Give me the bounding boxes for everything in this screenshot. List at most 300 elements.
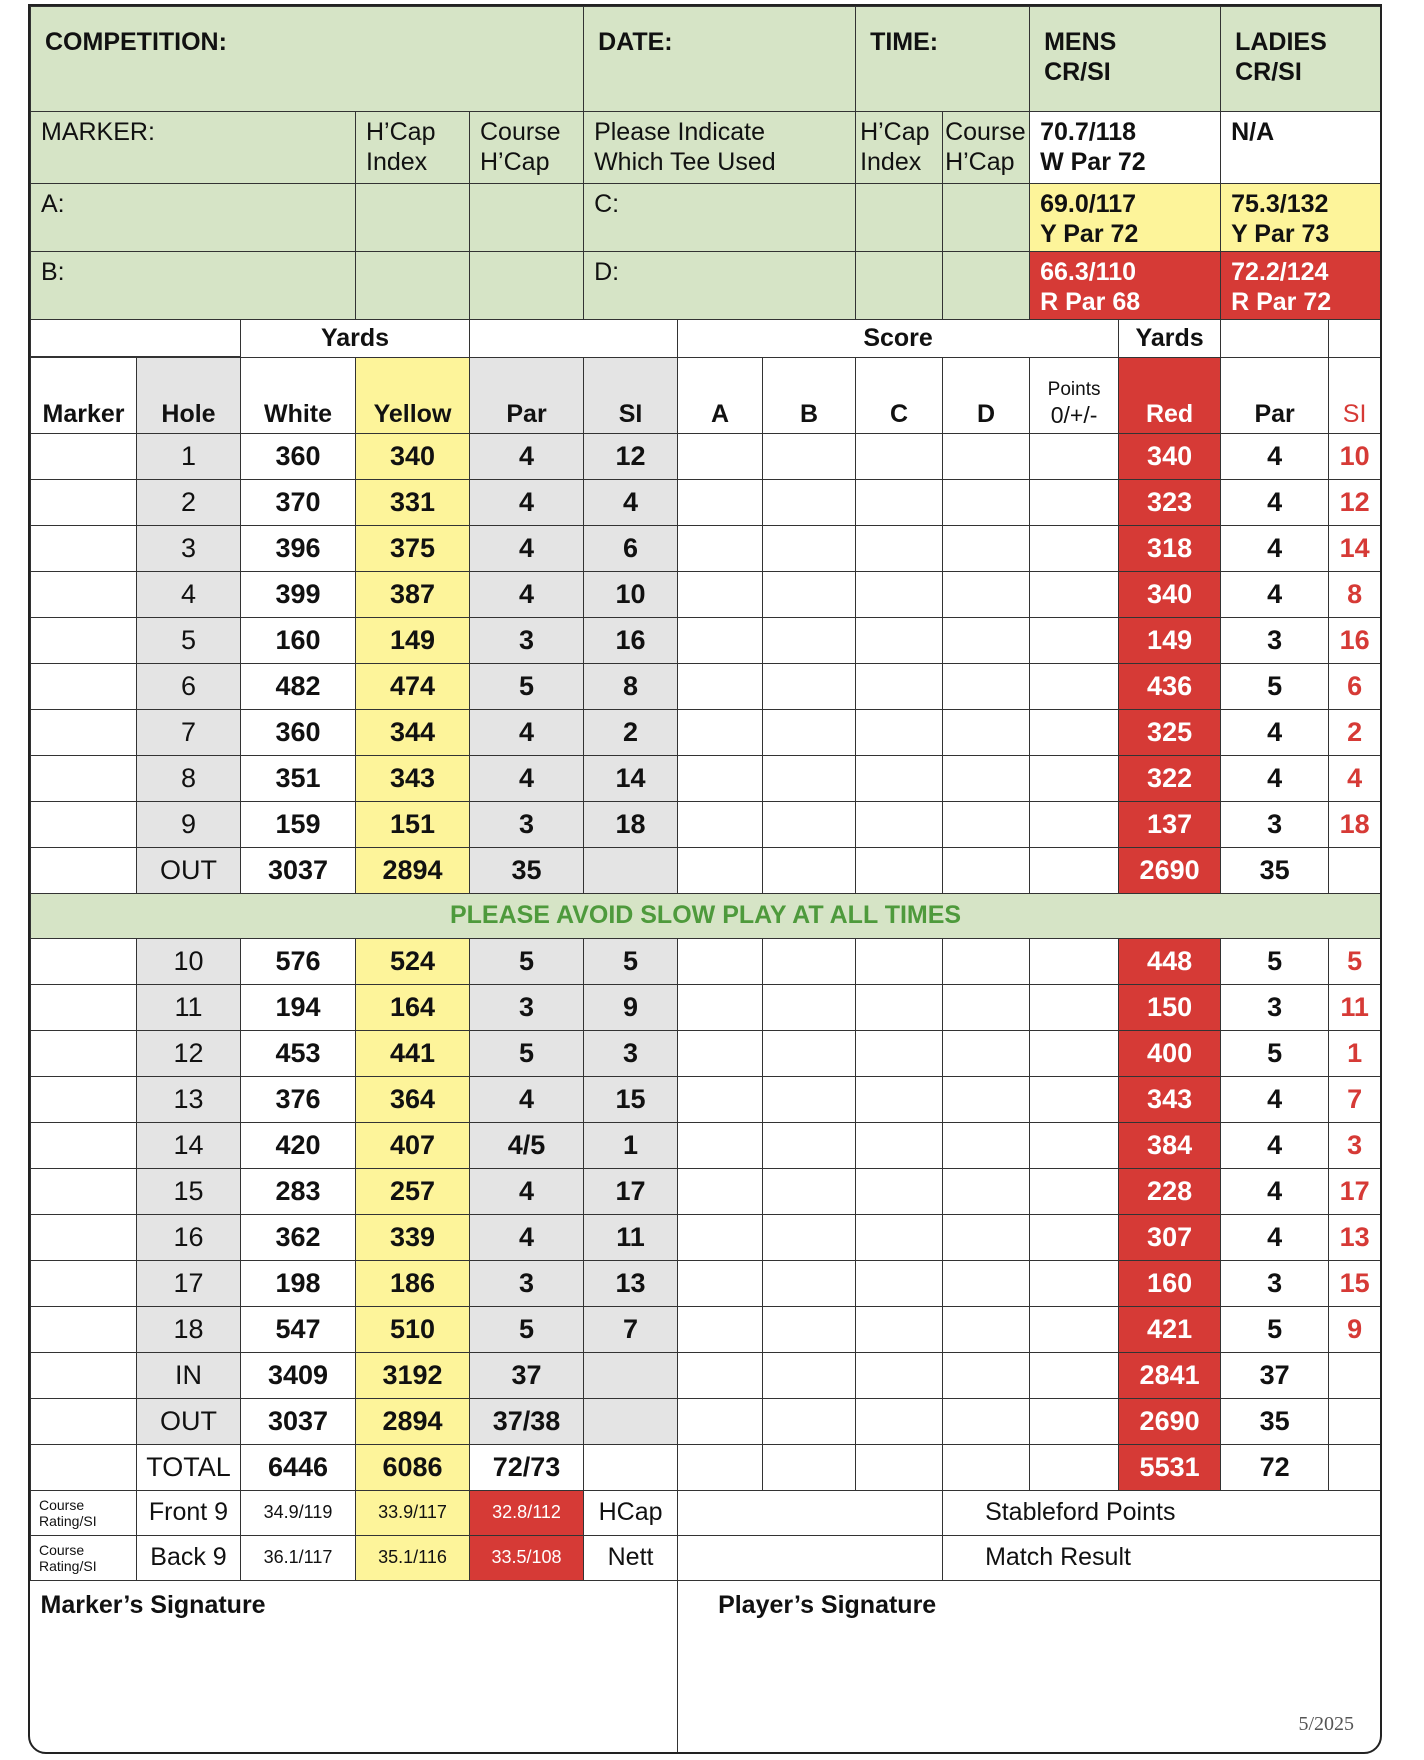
- score-a-cell[interactable]: [678, 1306, 763, 1352]
- par-value: 4: [470, 755, 584, 801]
- score-a-cell[interactable]: [678, 1168, 763, 1214]
- par-value: 4: [470, 571, 584, 617]
- points-cell[interactable]: [1030, 1260, 1119, 1306]
- ladies-stroke-index: 15: [1329, 1260, 1381, 1306]
- score-d-cell[interactable]: [943, 801, 1030, 847]
- ladies-par-value: 4: [1221, 1214, 1329, 1260]
- hole-row: [31, 1260, 1381, 1306]
- par-value: 5: [470, 1030, 584, 1076]
- score-c-cell[interactable]: [856, 1214, 943, 1260]
- out-total-row: OUT 3037 2894 37/38 2690 35: [31, 1398, 1381, 1444]
- score-a-cell[interactable]: [678, 525, 763, 571]
- ladies-par-value: 4: [1221, 1168, 1329, 1214]
- hcap-label: HCap: [584, 1490, 678, 1535]
- marker-signature-field[interactable]: Marker’s Signature: [31, 1580, 678, 1754]
- ladies-par-value: 4: [1221, 1122, 1329, 1168]
- player-b-label[interactable]: B:: [31, 252, 356, 320]
- score-d-cell[interactable]: [943, 1214, 1030, 1260]
- ladies-stroke-index: 18: [1329, 801, 1381, 847]
- player-b-hcap-index[interactable]: [356, 252, 470, 320]
- version-label: 5/2025: [1298, 1713, 1354, 1735]
- out-row: OUT 3037 2894 35 2690 35: [31, 847, 1381, 893]
- score-d-cell[interactable]: [943, 709, 1030, 755]
- white-yards: 198: [241, 1260, 356, 1306]
- hcap-field[interactable]: [678, 1490, 943, 1535]
- stroke-index: 3: [584, 1030, 678, 1076]
- red-yards: 340: [1119, 433, 1221, 479]
- score-d-cell[interactable]: [943, 984, 1030, 1030]
- par-value: 4: [470, 479, 584, 525]
- marker-score-cell[interactable]: [31, 525, 137, 571]
- hole-row: [31, 938, 1381, 984]
- points-cell[interactable]: [1030, 1122, 1119, 1168]
- player-b-row: [31, 252, 1381, 320]
- score-c-cell[interactable]: [856, 525, 943, 571]
- score-d-cell[interactable]: [943, 1260, 1030, 1306]
- score-c-cell[interactable]: [856, 479, 943, 525]
- score-c-cell[interactable]: [856, 1122, 943, 1168]
- score-b-cell[interactable]: [763, 755, 856, 801]
- player-a-label[interactable]: A:: [31, 184, 356, 252]
- score-b-cell[interactable]: [763, 1122, 856, 1168]
- points-cell[interactable]: [1030, 1214, 1119, 1260]
- score-b-cell[interactable]: [763, 801, 856, 847]
- par-value: 4: [470, 1214, 584, 1260]
- score-b-cell[interactable]: [763, 617, 856, 663]
- ladies-white-rating: N/A: [1221, 112, 1381, 184]
- hole-number: 4: [137, 571, 241, 617]
- red-yards: 150: [1119, 984, 1221, 1030]
- marker-score-cell[interactable]: [31, 1168, 137, 1214]
- red-yards: 160: [1119, 1260, 1221, 1306]
- front-yellow-rating: 33.9/117: [356, 1490, 470, 1535]
- marker-score-cell[interactable]: [31, 938, 137, 984]
- col-hole: Hole: [137, 357, 241, 433]
- marker-score-cell[interactable]: [31, 617, 137, 663]
- score-a-cell[interactable]: [678, 1122, 763, 1168]
- white-yards: 482: [241, 663, 356, 709]
- col-ladies-par: Par: [1221, 357, 1329, 433]
- hole-number: 6: [137, 663, 241, 709]
- stroke-index: 17: [584, 1168, 678, 1214]
- ladies-stroke-index: 3: [1329, 1122, 1381, 1168]
- hole-number: 12: [137, 1030, 241, 1076]
- column-header-row: [31, 357, 1381, 433]
- hole-number: 1: [137, 433, 241, 479]
- points-cell[interactable]: [1030, 617, 1119, 663]
- red-yards: 384: [1119, 1122, 1221, 1168]
- hcap-index-header-2: H’Cap Index: [856, 112, 943, 184]
- points-cell[interactable]: [1030, 1030, 1119, 1076]
- ladies-red-rating: 72.2/124 R Par 72: [1221, 252, 1381, 320]
- score-b-cell[interactable]: [763, 1260, 856, 1306]
- back-nine-label: Back 9: [137, 1535, 241, 1580]
- back-yellow-rating: 35.1/116: [356, 1535, 470, 1580]
- hole-number: 17: [137, 1260, 241, 1306]
- points-cell[interactable]: [1030, 663, 1119, 709]
- mens-yellow-rating: 69.0/117 Y Par 72: [1030, 184, 1221, 252]
- ladies-stroke-index: 8: [1329, 571, 1381, 617]
- points-cell[interactable]: [1030, 571, 1119, 617]
- ladies-par-value: 4: [1221, 709, 1329, 755]
- ladies-par-value: 5: [1221, 938, 1329, 984]
- player-signature-field[interactable]: Player’s Signature: [678, 1580, 1381, 1754]
- marker-score-cell[interactable]: [31, 479, 137, 525]
- score-d-cell[interactable]: [943, 663, 1030, 709]
- score-b-cell[interactable]: [763, 433, 856, 479]
- points-cell[interactable]: [1030, 755, 1119, 801]
- white-yards: 360: [241, 709, 356, 755]
- score-a-cell[interactable]: [678, 984, 763, 1030]
- score-a-cell[interactable]: [678, 433, 763, 479]
- score-a-cell[interactable]: [678, 709, 763, 755]
- marker-score-cell[interactable]: [31, 1214, 137, 1260]
- player-a-course-hcap[interactable]: [470, 184, 584, 252]
- hole-number: 16: [137, 1214, 241, 1260]
- yellow-yards: 375: [356, 525, 470, 571]
- score-a-cell[interactable]: [678, 755, 763, 801]
- par-value: 4: [470, 525, 584, 571]
- white-yards: 159: [241, 801, 356, 847]
- points-cell[interactable]: [1030, 1076, 1119, 1122]
- marker-score-cell[interactable]: [31, 1306, 137, 1352]
- yellow-yards: 340: [356, 433, 470, 479]
- stroke-index: 2: [584, 709, 678, 755]
- points-cell[interactable]: [1030, 479, 1119, 525]
- ladies-stroke-index: 11: [1329, 984, 1381, 1030]
- col-white: White: [241, 357, 356, 433]
- par-value: 3: [470, 617, 584, 663]
- competition-field[interactable]: COMPETITION:: [31, 7, 584, 112]
- stroke-index: 16: [584, 617, 678, 663]
- hole-row: [31, 433, 1381, 479]
- stroke-index: 6: [584, 525, 678, 571]
- score-b-cell[interactable]: [763, 1076, 856, 1122]
- hole-number: 18: [137, 1306, 241, 1352]
- stroke-index: 4: [584, 479, 678, 525]
- score-a-cell[interactable]: [678, 801, 763, 847]
- yellow-yards: 524: [356, 938, 470, 984]
- stableford-points-label[interactable]: Stableford Points: [943, 1490, 1381, 1535]
- player-c-course-hcap[interactable]: [943, 184, 1030, 252]
- score-b-cell[interactable]: [763, 938, 856, 984]
- match-result-label[interactable]: Match Result: [943, 1535, 1381, 1580]
- marker-score-cell[interactable]: [31, 984, 137, 1030]
- par-value: 5: [470, 938, 584, 984]
- player-c-label[interactable]: C:: [584, 184, 856, 252]
- stroke-index: 10: [584, 571, 678, 617]
- white-yards: 376: [241, 1076, 356, 1122]
- ladies-stroke-index: 7: [1329, 1076, 1381, 1122]
- back-rating-row: [31, 1535, 1381, 1580]
- yellow-yards: 186: [356, 1260, 470, 1306]
- ladies-par-value: 3: [1221, 984, 1329, 1030]
- score-d-cell[interactable]: [943, 525, 1030, 571]
- score-b-cell[interactable]: [763, 1306, 856, 1352]
- yards-header-2: Yards: [1119, 320, 1221, 358]
- marker-score-cell[interactable]: [31, 801, 137, 847]
- yellow-yards: 339: [356, 1214, 470, 1260]
- score-a-cell[interactable]: [678, 938, 763, 984]
- score-d-cell[interactable]: [943, 617, 1030, 663]
- par-value: 4/5: [470, 1122, 584, 1168]
- score-c-cell[interactable]: [856, 1030, 943, 1076]
- ladies-par-value: 5: [1221, 663, 1329, 709]
- ladies-stroke-index: 13: [1329, 1214, 1381, 1260]
- course-rating-label: Course Rating/SI: [31, 1490, 137, 1535]
- par-value: 3: [470, 1260, 584, 1306]
- red-yards: 322: [1119, 755, 1221, 801]
- score-d-cell[interactable]: [943, 433, 1030, 479]
- score-d-cell[interactable]: [943, 755, 1030, 801]
- ladies-stroke-index: 1: [1329, 1030, 1381, 1076]
- player-c-hcap-index[interactable]: [856, 184, 943, 252]
- player-d-hcap-index[interactable]: [856, 252, 943, 320]
- score-b-cell[interactable]: [763, 1214, 856, 1260]
- score-header: Score: [678, 320, 1119, 358]
- score-c-cell[interactable]: [856, 755, 943, 801]
- score-c-cell[interactable]: [856, 1168, 943, 1214]
- stroke-index: 15: [584, 1076, 678, 1122]
- hole-number: 15: [137, 1168, 241, 1214]
- col-ladies-si: SI: [1329, 357, 1381, 433]
- col-b: B: [763, 357, 856, 433]
- score-b-cell[interactable]: [763, 1030, 856, 1076]
- marker-score-cell[interactable]: [31, 663, 137, 709]
- marker-row: [31, 112, 1381, 184]
- hole-row: [31, 479, 1381, 525]
- score-a-cell[interactable]: [678, 479, 763, 525]
- score-c-cell[interactable]: [856, 984, 943, 1030]
- score-b-cell[interactable]: [763, 984, 856, 1030]
- score-d-cell[interactable]: [943, 1122, 1030, 1168]
- col-si: SI: [584, 357, 678, 433]
- ladies-par-value: 5: [1221, 1030, 1329, 1076]
- scorecard-table: [30, 6, 1381, 1754]
- ladies-yellow-rating: 75.3/132 Y Par 73: [1221, 184, 1381, 252]
- score-b-cell[interactable]: [763, 709, 856, 755]
- marker-score-cell[interactable]: [31, 709, 137, 755]
- points-cell[interactable]: [1030, 433, 1119, 479]
- stroke-index: 18: [584, 801, 678, 847]
- points-cell[interactable]: [1030, 801, 1119, 847]
- slow-play-row: [31, 893, 1381, 938]
- par-value: 4: [470, 433, 584, 479]
- hole-number: 8: [137, 755, 241, 801]
- points-cell[interactable]: [1030, 1306, 1119, 1352]
- score-b-cell[interactable]: [763, 525, 856, 571]
- hole-number: 10: [137, 938, 241, 984]
- red-yards: 421: [1119, 1306, 1221, 1352]
- red-yards: 436: [1119, 663, 1221, 709]
- score-d-cell[interactable]: [943, 1076, 1030, 1122]
- col-yellow: Yellow: [356, 357, 470, 433]
- hole-number: 11: [137, 984, 241, 1030]
- total-row: TOTAL 6446 6086 72/73 5531 72: [31, 1444, 1381, 1490]
- score-d-cell[interactable]: [943, 571, 1030, 617]
- back-white-rating: 36.1/117: [241, 1535, 356, 1580]
- score-c-cell[interactable]: [856, 433, 943, 479]
- score-d-cell[interactable]: [943, 938, 1030, 984]
- score-d-cell[interactable]: [943, 1306, 1030, 1352]
- par-value: 5: [470, 1306, 584, 1352]
- score-a-cell[interactable]: [678, 1030, 763, 1076]
- par-value: 4: [470, 1076, 584, 1122]
- in-row: IN 3409 3192 37 2841 37: [31, 1352, 1381, 1398]
- red-yards: 228: [1119, 1168, 1221, 1214]
- tee-used-label: Please Indicate Which Tee Used: [584, 112, 856, 184]
- marker-score-cell[interactable]: [31, 571, 137, 617]
- score-c-cell[interactable]: [856, 617, 943, 663]
- yellow-yards: 474: [356, 663, 470, 709]
- score-a-cell[interactable]: [678, 617, 763, 663]
- score-c-cell[interactable]: [856, 938, 943, 984]
- col-points: Points 0/+/-: [1030, 357, 1119, 433]
- score-a-cell[interactable]: [678, 1260, 763, 1306]
- col-d: D: [943, 357, 1030, 433]
- red-yards: 340: [1119, 571, 1221, 617]
- points-cell[interactable]: [1030, 984, 1119, 1030]
- score-a-cell[interactable]: [678, 571, 763, 617]
- hole-row: [31, 801, 1381, 847]
- ladies-stroke-index: 12: [1329, 479, 1381, 525]
- points-cell[interactable]: [1030, 938, 1119, 984]
- marker-score-cell[interactable]: [31, 433, 137, 479]
- yellow-yards: 387: [356, 571, 470, 617]
- yellow-yards: 257: [356, 1168, 470, 1214]
- white-yards: 351: [241, 755, 356, 801]
- points-cell[interactable]: [1030, 1168, 1119, 1214]
- ladies-stroke-index: 6: [1329, 663, 1381, 709]
- score-b-cell[interactable]: [763, 1168, 856, 1214]
- marker-score-cell[interactable]: [31, 1260, 137, 1306]
- header-row: [31, 7, 1381, 112]
- marker-score-cell[interactable]: [31, 1122, 137, 1168]
- hole-row: [31, 1214, 1381, 1260]
- marker-score-cell[interactable]: [31, 1076, 137, 1122]
- front-nine-label: Front 9: [137, 1490, 241, 1535]
- marker-field[interactable]: MARKER:: [31, 112, 356, 184]
- yellow-yards: 149: [356, 617, 470, 663]
- ladies-stroke-index: 16: [1329, 617, 1381, 663]
- score-c-cell[interactable]: [856, 1076, 943, 1122]
- ladies-par-value: 3: [1221, 1260, 1329, 1306]
- ladies-stroke-index: 5: [1329, 938, 1381, 984]
- ladies-stroke-index: 9: [1329, 1306, 1381, 1352]
- yellow-yards: 331: [356, 479, 470, 525]
- score-b-cell[interactable]: [763, 571, 856, 617]
- hole-row: [31, 1076, 1381, 1122]
- marker-score-cell[interactable]: [31, 1030, 137, 1076]
- yellow-yards: 510: [356, 1306, 470, 1352]
- stroke-index: 7: [584, 1306, 678, 1352]
- score-a-cell[interactable]: [678, 663, 763, 709]
- yellow-yards: 343: [356, 755, 470, 801]
- ladies-par-value: 3: [1221, 617, 1329, 663]
- points-cell[interactable]: [1030, 709, 1119, 755]
- ladies-par-value: 4: [1221, 1076, 1329, 1122]
- player-b-course-hcap[interactable]: [470, 252, 584, 320]
- white-yards: 547: [241, 1306, 356, 1352]
- score-c-cell[interactable]: [856, 571, 943, 617]
- red-yards: 343: [1119, 1076, 1221, 1122]
- front-red-rating: 32.8/112: [470, 1490, 584, 1535]
- red-yards: 137: [1119, 801, 1221, 847]
- mens-red-rating: 66.3/110 R Par 68: [1030, 252, 1221, 320]
- player-d-course-hcap[interactable]: [943, 252, 1030, 320]
- red-yards: 149: [1119, 617, 1221, 663]
- mens-cr-si-header: MENS CR/SI: [1030, 7, 1221, 112]
- score-c-cell[interactable]: [856, 801, 943, 847]
- hole-row: [31, 571, 1381, 617]
- stroke-index: 13: [584, 1260, 678, 1306]
- yards-header: Yards: [241, 320, 470, 358]
- stroke-index: 8: [584, 663, 678, 709]
- hole-number: 5: [137, 617, 241, 663]
- player-d-label[interactable]: D:: [584, 252, 856, 320]
- score-d-cell[interactable]: [943, 1168, 1030, 1214]
- ladies-par-value: 4: [1221, 525, 1329, 571]
- hole-row: [31, 984, 1381, 1030]
- score-b-cell[interactable]: [763, 663, 856, 709]
- score-d-cell[interactable]: [943, 1030, 1030, 1076]
- score-a-cell[interactable]: [678, 1214, 763, 1260]
- red-yards: 323: [1119, 479, 1221, 525]
- score-c-cell[interactable]: [856, 663, 943, 709]
- time-field[interactable]: TIME:: [856, 7, 1030, 112]
- date-field[interactable]: DATE:: [584, 7, 856, 112]
- hole-number: 14: [137, 1122, 241, 1168]
- hole-number: 3: [137, 525, 241, 571]
- back-nine: [31, 938, 1381, 1352]
- score-c-cell[interactable]: [856, 1260, 943, 1306]
- score-a-cell[interactable]: [678, 1076, 763, 1122]
- white-yards: 576: [241, 938, 356, 984]
- score-d-cell[interactable]: [943, 479, 1030, 525]
- front-rating-row: [31, 1490, 1381, 1535]
- points-cell[interactable]: [1030, 525, 1119, 571]
- par-value: 3: [470, 801, 584, 847]
- ladies-stroke-index: 17: [1329, 1168, 1381, 1214]
- ladies-cr-si-header: LADIES CR/SI: [1221, 7, 1381, 112]
- ladies-stroke-index: 2: [1329, 709, 1381, 755]
- front-white-rating: 34.9/119: [241, 1490, 356, 1535]
- player-a-row: [31, 184, 1381, 252]
- hole-row: [31, 1306, 1381, 1352]
- col-par: Par: [470, 357, 584, 433]
- score-b-cell[interactable]: [763, 479, 856, 525]
- yellow-yards: 151: [356, 801, 470, 847]
- white-yards: 360: [241, 433, 356, 479]
- hole-row: [31, 617, 1381, 663]
- hole-number: 9: [137, 801, 241, 847]
- par-value: 4: [470, 1168, 584, 1214]
- white-yards: 396: [241, 525, 356, 571]
- stroke-index: 14: [584, 755, 678, 801]
- scorecard: [28, 4, 1382, 1754]
- stroke-index: 9: [584, 984, 678, 1030]
- hole-row: [31, 663, 1381, 709]
- score-c-cell[interactable]: [856, 1306, 943, 1352]
- nett-field[interactable]: [678, 1535, 943, 1580]
- ladies-stroke-index: 14: [1329, 525, 1381, 571]
- hole-number: 2: [137, 479, 241, 525]
- marker-score-cell[interactable]: [31, 755, 137, 801]
- stroke-index: 5: [584, 938, 678, 984]
- score-c-cell[interactable]: [856, 709, 943, 755]
- course-hcap-header: Course H’Cap: [470, 112, 584, 184]
- player-a-hcap-index[interactable]: [356, 184, 470, 252]
